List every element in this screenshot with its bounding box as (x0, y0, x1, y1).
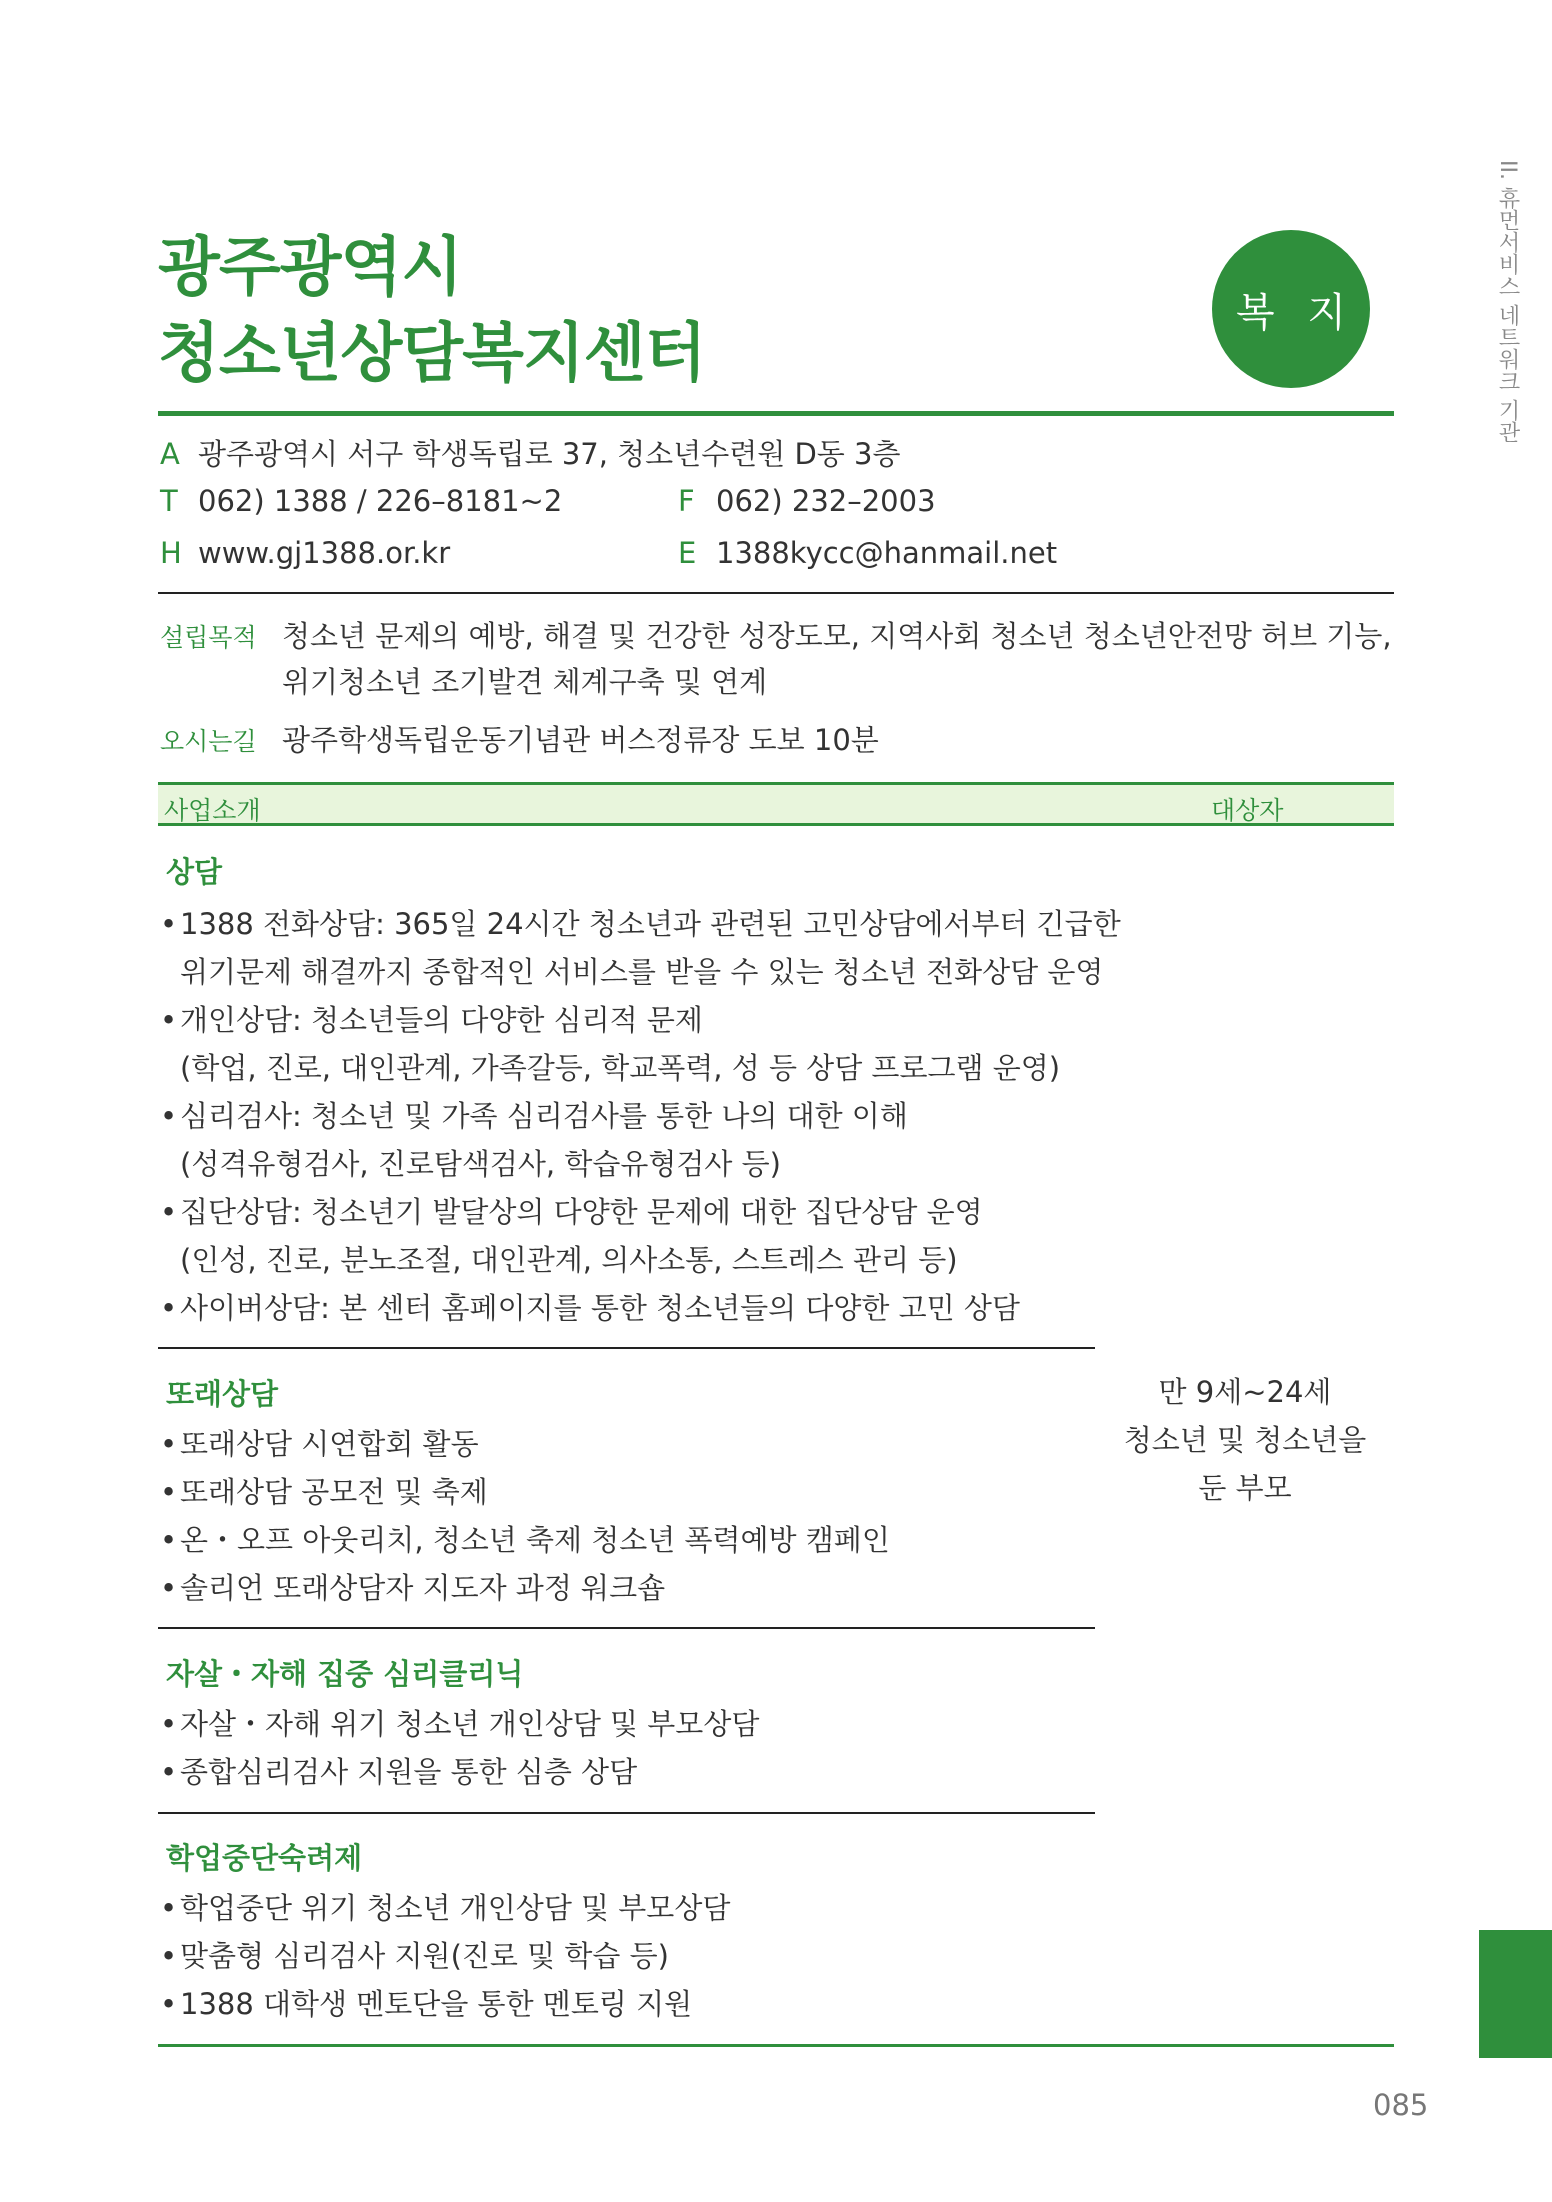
list-item: •집단상담: 청소년기 발달상의 다양한 문제에 대한 집단상담 운영 (160, 1195, 983, 1229)
header-program-intro: 사업소개 (164, 796, 261, 825)
route-text: 광주학생독립운동기념관 버스정류장 도보 10분 (282, 723, 879, 757)
email-row (678, 536, 1057, 570)
section-title-dropout: 학업중단숙려제 (166, 1841, 363, 1875)
program-table-header (158, 782, 1394, 826)
chapter-side-tab (1479, 1930, 1552, 2058)
section-title-counseling: 상담 (166, 855, 223, 889)
list-item: •1388 전화상담: 365일 24시간 청소년과 관련된 고민상담에서부터 긴급한 (160, 907, 1121, 941)
email-key: E (678, 536, 697, 570)
homepage-key: H (160, 536, 182, 570)
tel-key: T (160, 484, 178, 518)
list-item-continuation: (인성, 진로, 분노조절, 대인관계, 의사소통, 스트레스 관리 등) (180, 1243, 958, 1277)
section-title-suicide-clinic: 자살・자해 집중 심리클리닉 (166, 1657, 524, 1691)
list-item: •온・오프 아웃리치, 청소년 축제 청소년 폭력예방 캠페인 (160, 1523, 890, 1557)
list-item: •심리검사: 청소년 및 가족 심리검사를 통한 나의 대한 이해 (160, 1099, 908, 1133)
route-label: 오시는길 (160, 727, 257, 756)
chapter-side-caption: II. 휴먼서비스 네트워크 기관 (1495, 160, 1520, 443)
list-item: •학업중단 위기 청소년 개인상담 및 부모상담 (160, 1891, 731, 1925)
title-divider (158, 411, 1394, 416)
fax-row (678, 484, 936, 518)
purpose-text-line1: 청소년 문제의 예방, 해결 및 건강한 성장도모, 지역사회 청소년 청소년안전망 허브 기능, (282, 619, 1392, 653)
list-item: •자살・자해 위기 청소년 개인상담 및 부모상담 (160, 1707, 760, 1741)
list-item: •맞춤형 심리검사 지원(진로 및 학습 등) (160, 1939, 669, 1973)
fax-key: F (678, 484, 695, 518)
category-badge: 복 지 (1212, 230, 1370, 388)
target-line1: 만 9세~24세 (1158, 1375, 1332, 1409)
section-title-peer: 또래상담 (166, 1377, 279, 1411)
contact-divider (158, 592, 1394, 594)
list-item: •또래상담 공모전 및 축제 (160, 1475, 488, 1509)
tel-value: 062) 1388 / 226–8181~2 (198, 484, 563, 518)
page-title-line2: 청소년상담복지센터 (158, 317, 706, 391)
list-item: •종합심리검사 지원을 통한 심층 상담 (160, 1755, 638, 1789)
email-link[interactable]: 1388kycc@hanmail.net (716, 536, 1058, 570)
target-line3: 둔 부모 (1198, 1471, 1292, 1505)
list-item: •개인상담: 청소년들의 다양한 심리적 문제 (160, 1003, 703, 1037)
section-divider (158, 1627, 1095, 1629)
fax-value: 062) 232–2003 (716, 484, 936, 518)
address-value: 광주광역시 서구 학생독립로 37, 청소년수련원 D동 3층 (198, 437, 901, 471)
target-line2: 청소년 및 청소년을 (1123, 1423, 1367, 1457)
homepage-row (160, 536, 450, 570)
page-number: 085 (1373, 2088, 1429, 2122)
list-item: •또래상담 시연합회 활동 (160, 1427, 479, 1461)
homepage-link[interactable]: www.gj1388.or.kr (198, 536, 451, 570)
table-bottom-divider (158, 2044, 1394, 2047)
tel-row (160, 484, 562, 518)
section-divider (158, 1812, 1095, 1814)
list-item-continuation: 위기문제 해결까지 종합적인 서비스를 받을 수 있는 청소년 전화상담 운영 (180, 955, 1104, 989)
list-item: •솔리언 또래상담자 지도자 과정 워크숍 (160, 1571, 666, 1605)
page-title-line1: 광주광역시 (158, 231, 463, 305)
purpose-label: 설립목적 (160, 623, 257, 652)
list-item-continuation: (학업, 진로, 대인관계, 가족갈등, 학교폭력, 성 등 상담 프로그램 운영) (180, 1051, 1061, 1085)
section-divider (158, 1347, 1095, 1349)
header-target: 대상자 (1211, 796, 1284, 825)
list-item: •1388 대학생 멘토단을 통한 멘토링 지원 (160, 1987, 693, 2021)
address-key: A (160, 437, 180, 471)
list-item-continuation: (성격유형검사, 진로탐색검사, 학습유형검사 등) (180, 1147, 781, 1181)
purpose-text-line2: 위기청소년 조기발견 체계구축 및 연계 (282, 665, 768, 699)
address-row (160, 432, 901, 473)
list-item: •사이버상담: 본 센터 홈페이지를 통한 청소년들의 다양한 고민 상담 (160, 1291, 1020, 1325)
